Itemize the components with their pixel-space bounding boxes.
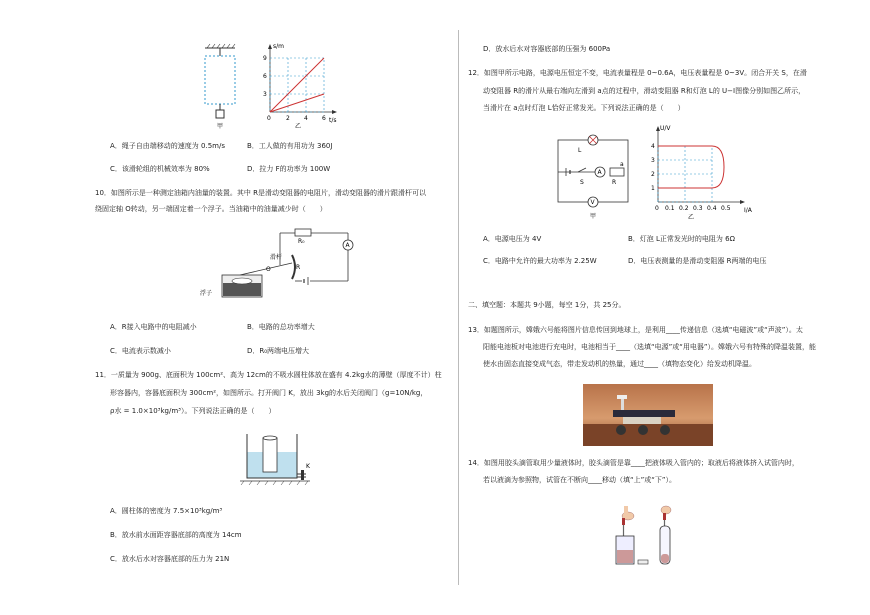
xtick: 0 [267, 115, 271, 122]
xtick: 4 [304, 115, 308, 122]
fig1-caption-a: 甲 [217, 123, 224, 130]
q9-option-c: C．该滑轮组的机械效率为 80% [110, 165, 210, 173]
q10-option-d: D．R₀两端电压增大 [247, 347, 310, 355]
graph-ylabel: U/V [660, 125, 671, 132]
slider-point-label: a [620, 161, 624, 168]
pivot-label: O [266, 266, 271, 273]
q14-line1: 14．如图用胶头滴管取用少量液体时，胶头滴管是靠____把液体吸入管内的；取液后将液体挤入试管内时， [468, 459, 799, 467]
q12-stem-line3: 当滑片在 a点时灯泡 L恰好正常发光。下列说法正确的是（ ） [483, 104, 685, 112]
q11-stem-line1: 11．一质量为 900g、底面积为 100cm²、高为 12cm的不吸水圆柱体放在盛有 4.2kg水的薄壁（厚度不计）柱 [95, 371, 442, 379]
xtick: 0.4 [707, 205, 717, 212]
dropper-figure [608, 498, 698, 570]
q11-stem-line3: ρ水 = 1.0×10³kg/m³）。下列说法正确的是（ ） [110, 407, 276, 415]
rover-photo [583, 384, 713, 446]
right-column [468, 0, 830, 615]
xtick: 6 [322, 115, 326, 122]
q9-option-b: B．工人做的有用功为 360J [247, 142, 333, 150]
ammeter-label: A [597, 169, 602, 176]
q12-stem-line1: 12．如图甲所示电路，电源电压恒定不变，电流表量程是 0~0.6A，电压表量程是 0~3V。闭合开关 S，在滑 [468, 69, 807, 77]
ytick: 3 [263, 91, 267, 98]
q10-option-a: A．R接入电路中的电阻减小 [110, 323, 197, 331]
q11-stem-line2: 形容器内，容器底面积为 300cm²，如图所示。打开阀门 K，放出 3kg的水后关闭阀门（g=10N/kg， [110, 389, 428, 397]
q10-option-b: B．电路的总功率增大 [247, 323, 315, 331]
q12-option-c: C．电路中允许的最大功率为 2.25W [483, 257, 597, 265]
valve-label: K [306, 463, 310, 470]
q12-option-b: B．灯泡 L正常发光时的电阻为 6Ω [628, 235, 735, 243]
q11-figure [240, 430, 330, 492]
q10-stem-line2: 绕固定轴 O转动，另一端固定着一个浮子。当油箱中的油量减少时（ ） [95, 205, 327, 213]
q10-stem-line1: 10．如图所示是一种测定油箱内油量的装置。其中 R是滑动变阻器的电阻片，滑动变阻器的滑片跟滑杆可以 [95, 189, 426, 197]
q14-line2: 若以液滴为参照物，试管在不断向____移动（填“上”或“下”）。 [483, 476, 677, 484]
u-i-graph [651, 125, 753, 221]
q13-line3: 使水由固态直接变成气态，带走发动机的热量，通过____（填物态变化）给发动机降温。 [483, 360, 756, 368]
fig2-caption-a: 甲 [590, 213, 597, 220]
ammeter-label: A [345, 242, 350, 249]
q11-option-a: A．圆柱体的密度为 7.5×10³kg/m³ [110, 507, 223, 515]
section-heading: 二、填空题：本题共 9小题，每空 1分，共 25分。 [468, 301, 626, 309]
ytick: 1 [651, 185, 655, 192]
ytick: 9 [263, 55, 267, 62]
ytick: 3 [651, 157, 655, 164]
q12-figure [548, 122, 768, 222]
q13-line2: 阳能电池板对电池进行充电时，电池相当于____（选填“电源”或“用电器”）。嫦娥六号有特殊的降温装置，能 [483, 343, 817, 351]
fig2-caption-b: 乙 [688, 214, 695, 221]
xtick: 0.5 [721, 205, 731, 212]
xtick: 0 [655, 205, 659, 212]
r0-label: R₀ [298, 238, 305, 245]
rheostat-label: R [612, 179, 617, 186]
column-divider [458, 30, 459, 585]
r-label: R [296, 264, 301, 271]
q9-option-d: D．拉力 F的功率为 100W [247, 165, 331, 173]
q11-option-c: C．放水后水对容器底部的压力为 21N [110, 555, 230, 563]
q9-figure [195, 40, 455, 132]
q12-option-d: D．电压表测量的是滑动变阻器 R两端的电压 [628, 257, 767, 265]
q11-option-d: D．放水后水对容器底部的压强为 600Pa [483, 45, 611, 53]
fig1-caption-b: 乙 [295, 123, 302, 130]
ytick: 2 [651, 171, 655, 178]
float-label: 浮子 [200, 290, 213, 297]
q10-option-c: C．电流表示数减小 [110, 347, 171, 355]
q10-figure [200, 225, 360, 307]
graph-xlabel: t/s [329, 117, 337, 124]
s-t-graph [263, 43, 337, 130]
switch-label: S [580, 179, 584, 186]
graph-ylabel: s/m [273, 43, 284, 50]
q12-stem-line2: 动变阻器 R的滑片从最右端向左滑到 a点的过程中，滑动变阻器 R和灯泡 L的 U−I图像分别如图乙所示， [483, 87, 806, 95]
ytick: 6 [263, 73, 267, 80]
lamp-label: L [578, 147, 582, 154]
q13-line1: 13．如题图所示，嫦娥六号能将图片信息传回到地球上，是利用____传递信息（选填“电磁波”或“声波”）。太 [468, 326, 803, 334]
lever-label: 滑杆 [270, 254, 283, 261]
graph-xlabel: I/A [744, 207, 752, 214]
q9-option-a: A．绳子自由端移动的速度为 0.5m/s [110, 142, 225, 150]
left-column [95, 0, 450, 615]
q12-option-a: A．电源电压为 4V [483, 235, 542, 243]
xtick: 2 [286, 115, 290, 122]
q11-option-b: B．放水前水面距容器底部的高度为 14cm [110, 531, 242, 539]
voltmeter-label: V [590, 199, 595, 206]
ytick: 4 [651, 143, 655, 150]
xtick: 0.2 [679, 205, 689, 212]
xtick: 0.3 [693, 205, 703, 212]
xtick: 0.1 [665, 205, 675, 212]
